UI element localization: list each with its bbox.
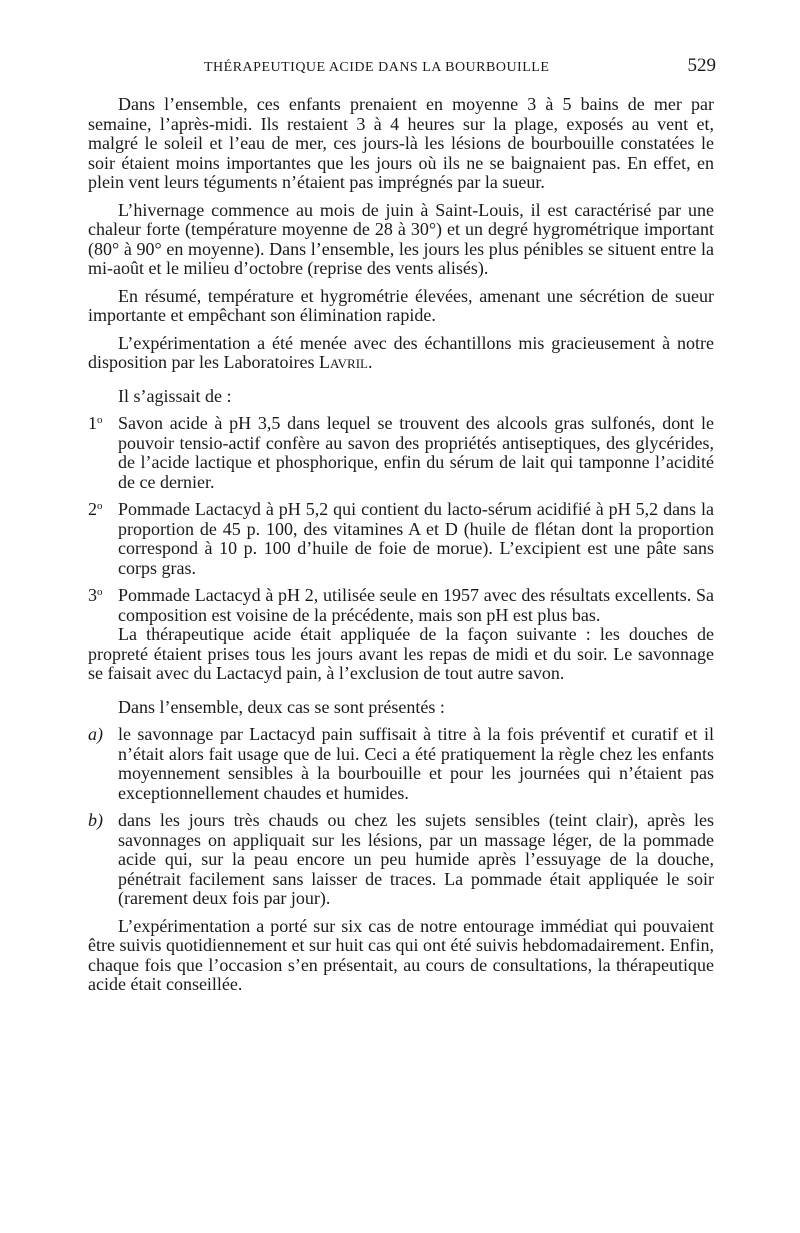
paragraph-8: L’expérimentation a porté sur six cas de notre entourage immédiat qui pouvaient être suivis quotidiennement et sur huit cas qui ont été suivis hebdomadairement. Enfin, chaque fois que l’occasion s’en présentait, au cours de consultations, la thérapeutique acide était conseillée. xyxy=(88,915,714,994)
numbered-item xyxy=(88,500,714,578)
numbered-item xyxy=(88,414,714,492)
item-letter: a) xyxy=(88,724,103,744)
item-number: 3$^o$ xyxy=(88,585,103,605)
item-letter: b) xyxy=(88,810,103,830)
item-text: le savonnage par Lactacyd pain suffisait à titre à la fois préventif et curatif et il n’était alors fait usage que de lui. Ceci a été pratiquement la règle chez les enfants moyennement sensibles à la bourbouille et pour les journées qui n’étaient pas exceptionnellement chaudes et humides. xyxy=(118,724,714,803)
item-number: 1$^o$ xyxy=(88,413,103,433)
item-number: 2$^o$ xyxy=(88,499,103,519)
paragraph-6: La thérapeutique acide était appliquée de la façon suivante : les douches de propreté étaient prises tous les jours avant les repas de midi et du soir. Le savonnage se faisait avec du Lactacyd pain, à l’exclusion de tout autre savon. xyxy=(88,624,714,683)
lettered-item xyxy=(88,811,714,909)
paragraph-4: L’expérimentation a été menée avec des échantillons mis gracieusement à notre disposition par les Laboratoires Lavril. xyxy=(88,332,714,372)
page-header xyxy=(88,55,714,81)
paragraph-5: Il s’agissait de : xyxy=(118,385,232,406)
lettered-item xyxy=(88,725,714,803)
item-text: Pommade Lactacyd à pH 5,2 qui contient du lacto-sérum acidifié à pH 5,2 dans la proportion de 45 p. 100, des vitamines A et D (huile de flétan dont la proportion correspond à 10 p. 100 d’huile de foie de morue). L’excipient est une pâte sans corps gras. xyxy=(118,499,714,578)
running-title: THÉRAPEUTIQUE ACIDE DANS LA BOURBOUILLE xyxy=(204,60,550,75)
paragraph-2: L’hivernage commence au mois de juin à Saint-Louis, il est caractérisé par une chaleur forte (température moyenne de 28 à 30°) et un degré hygrométrique important (80° à 90° en moyenne). Dans l’ensemble, les jours les plus pénibles se situent entre la mi-août et le milieu d’octobre (reprise des vents alisés). xyxy=(88,199,714,278)
item-text: Pommade Lactacyd à pH 2, utilisée seule en 1957 avec des résultats excellents. Sa composition est voisine de la précédente, mais son pH est plus bas. xyxy=(118,585,714,625)
paragraph-7: Dans l’ensemble, deux cas se sont présentés : xyxy=(118,696,445,717)
numbered-item xyxy=(88,586,714,625)
paragraph-1: Dans l’ensemble, ces enfants prenaient en moyenne 3 à 5 bains de mer par semaine, l’après-midi. Ils restaient 3 à 4 heures sur la plage, exposés au vent et, malgré le soleil et l’eau de mer, ces jours-là les lésions de bourbouille constatées le soir étaient moins importantes que les jours où ils ne se baignaient pas. En effet, en plein vent leurs téguments n’étaient pas imprégnés par la sueur. xyxy=(88,94,714,192)
page-number: 529 xyxy=(687,55,716,76)
laboratory-name: Lavril xyxy=(318,352,368,372)
item-text: dans les jours très chauds ou chez les sujets sensibles (teint clair), après les savonnages on appliquait sur les lésions, par un massage léger, de la pommade acide qui, sur la peau encore un peu humide après l’essuyage de la douche, pénétrait facilement sans laisser de traces. La pommade était appliquée le soir (rarement deux fois par jour). xyxy=(118,810,714,908)
paragraph-4-text: L’expérimentation a été menée avec des échantillons mis gracieusement à notre disposition par les Laboratoires xyxy=(88,332,714,372)
paragraph-3: En résumé, température et hygrométrie élevées, amenant une sécrétion de sueur importante et empêchant son élimination rapide. xyxy=(88,285,714,325)
item-text: Savon acide à pH 3,5 dans lequel se trouvent des alcools gras sulfonés, dont le pouvoir tensio-actif confère au savon des propriétés antiseptiques, des glycérides, de l’acide lactique et phosphorique, enfin du sérum de lait qui tamponne l’acidité de ce dernier. xyxy=(118,413,714,492)
